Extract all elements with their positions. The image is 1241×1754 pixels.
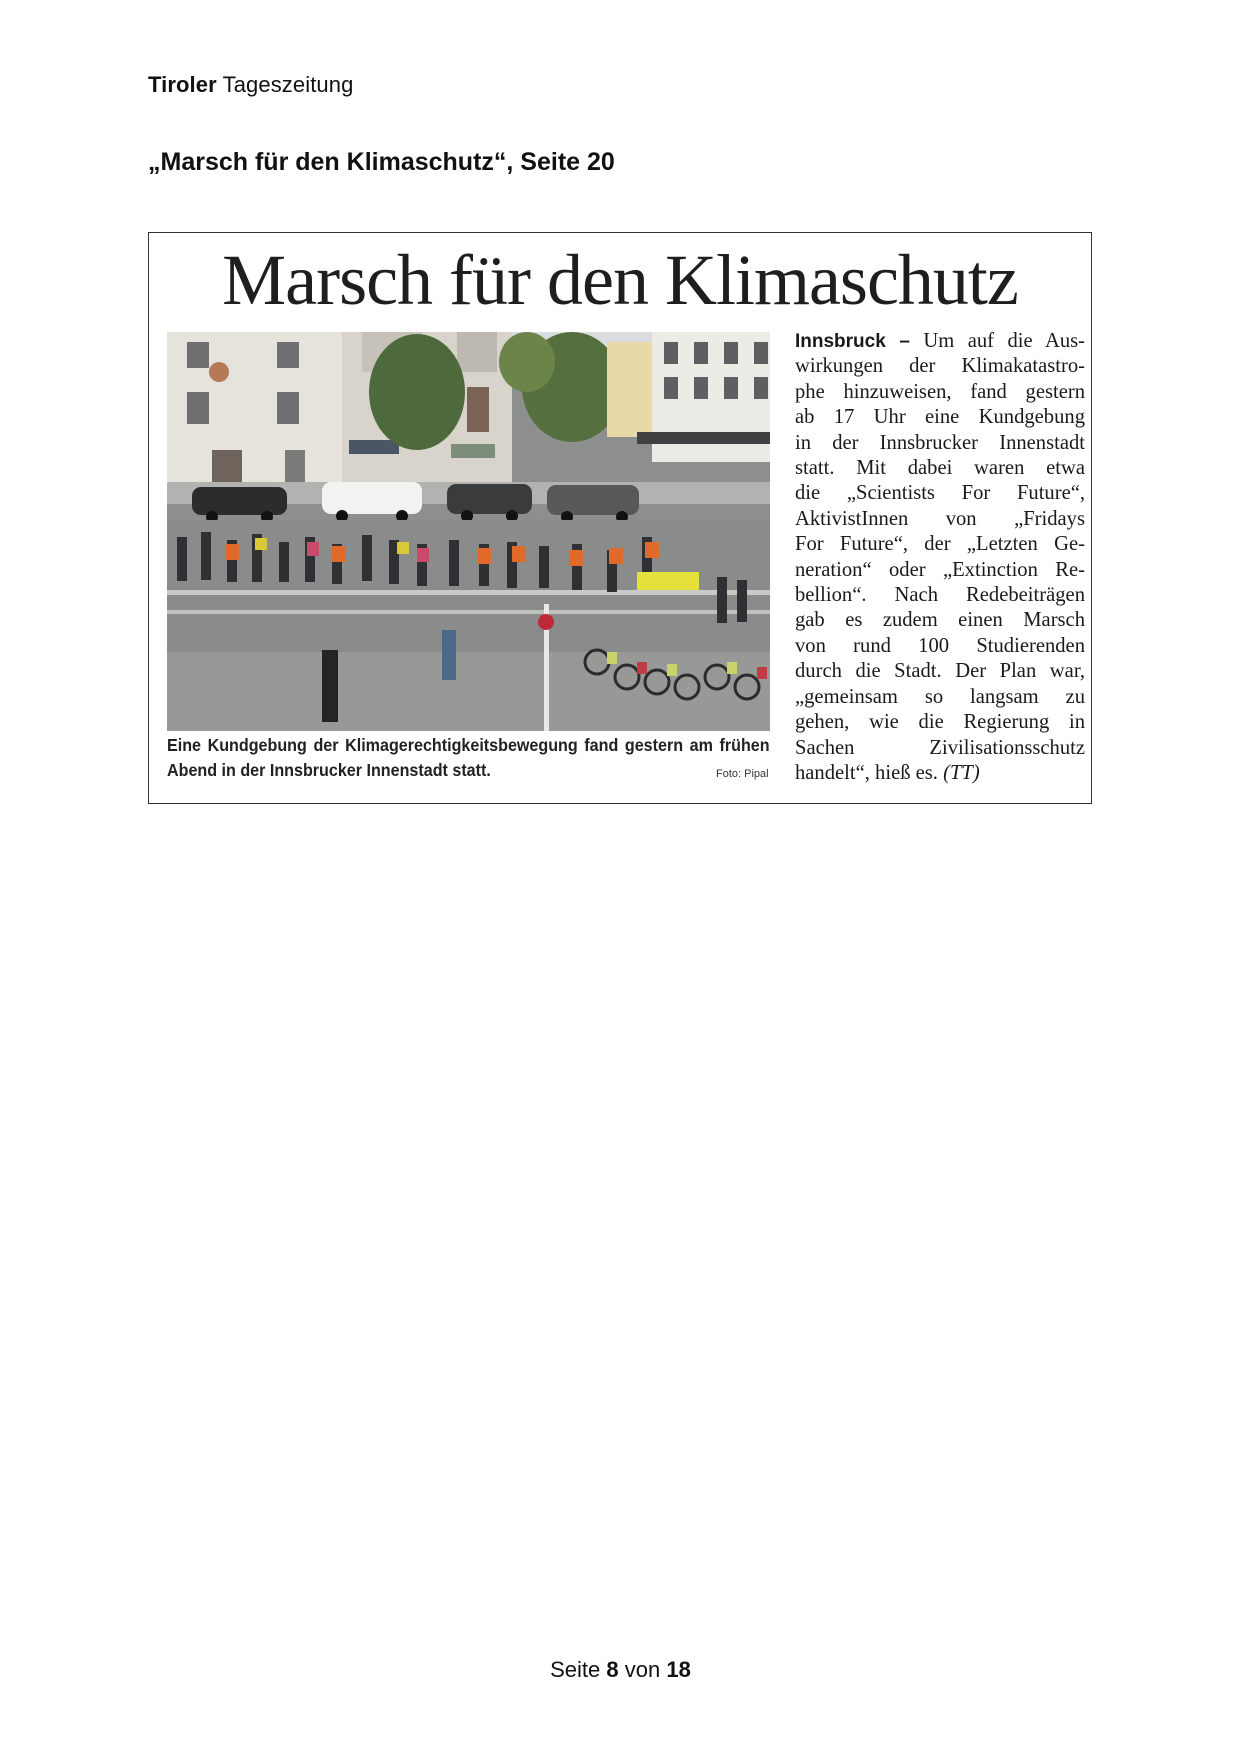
body-line-1-text: Um auf die Aus- — [923, 330, 1085, 352]
photo-credit: Foto: Pipal — [716, 768, 769, 780]
body-line-last-text: handelt“, hieß es. — [795, 761, 938, 784]
body-line: statt. Mit dabei waren etwa — [795, 457, 1085, 480]
article-reference: „Marsch für den Klimaschutz“, Seite 20 — [148, 148, 615, 176]
street-scene-image — [167, 332, 770, 731]
current-page-number: 8 — [606, 1657, 619, 1682]
body-line: phe hinzuweisen, fand gestern — [795, 380, 1085, 403]
body-line: von rund 100 Studierenden — [795, 634, 1085, 657]
clipping-headline: Marsch für den Klimaschutz — [222, 240, 1018, 320]
photo-caption: Eine Kundgebung der Klimagerechtigkeitsbewegung fand gestern am frühen Abend in der Innsbrucker Innenstadt statt. — [167, 735, 770, 780]
body-line: gehen, wie die Regierung in — [795, 711, 1085, 734]
article-body — [795, 329, 1085, 786]
body-line: bellion“. Nach Redebeiträgen — [795, 584, 1085, 607]
body-line: neration“ oder „Extinction Re- — [795, 558, 1085, 581]
body-line: For Future“, der „Letzten Ge- — [795, 533, 1085, 556]
body-line: in der Innsbrucker Innenstadt — [795, 431, 1085, 454]
body-line-last — [795, 761, 1085, 786]
footer-middle: von — [624, 1657, 661, 1682]
total-page-count: 18 — [666, 1657, 691, 1682]
newspaper-clipping — [148, 232, 1092, 804]
body-line: AktivistInnen von „Fridays — [795, 507, 1085, 530]
publication-name-regular: Tageszeitung — [222, 72, 354, 97]
footer-prefix: Seite — [550, 1657, 601, 1682]
body-line: die „Scientists For Future“, — [795, 482, 1085, 505]
body-line: „gemeinsam so langsam zu — [795, 685, 1085, 708]
demonstration-photo — [167, 332, 770, 731]
body-line: gab es zudem einen Marsch — [795, 609, 1085, 632]
body-line: ab 17 Uhr eine Kundgebung — [795, 406, 1085, 429]
body-line: wirkungen der Klimakatastro- — [795, 355, 1085, 378]
page-footer — [0, 1657, 1241, 1683]
publication-name — [148, 72, 353, 98]
dateline: Innsbruck – — [795, 331, 910, 352]
publication-name-bold: Tiroler — [148, 72, 217, 97]
body-line: Sachen Zivilisationsschutz — [795, 736, 1085, 759]
body-line: durch die Stadt. Der Plan war, — [795, 660, 1085, 683]
body-line-1 — [795, 329, 1085, 354]
author-signature: (TT) — [943, 761, 980, 784]
